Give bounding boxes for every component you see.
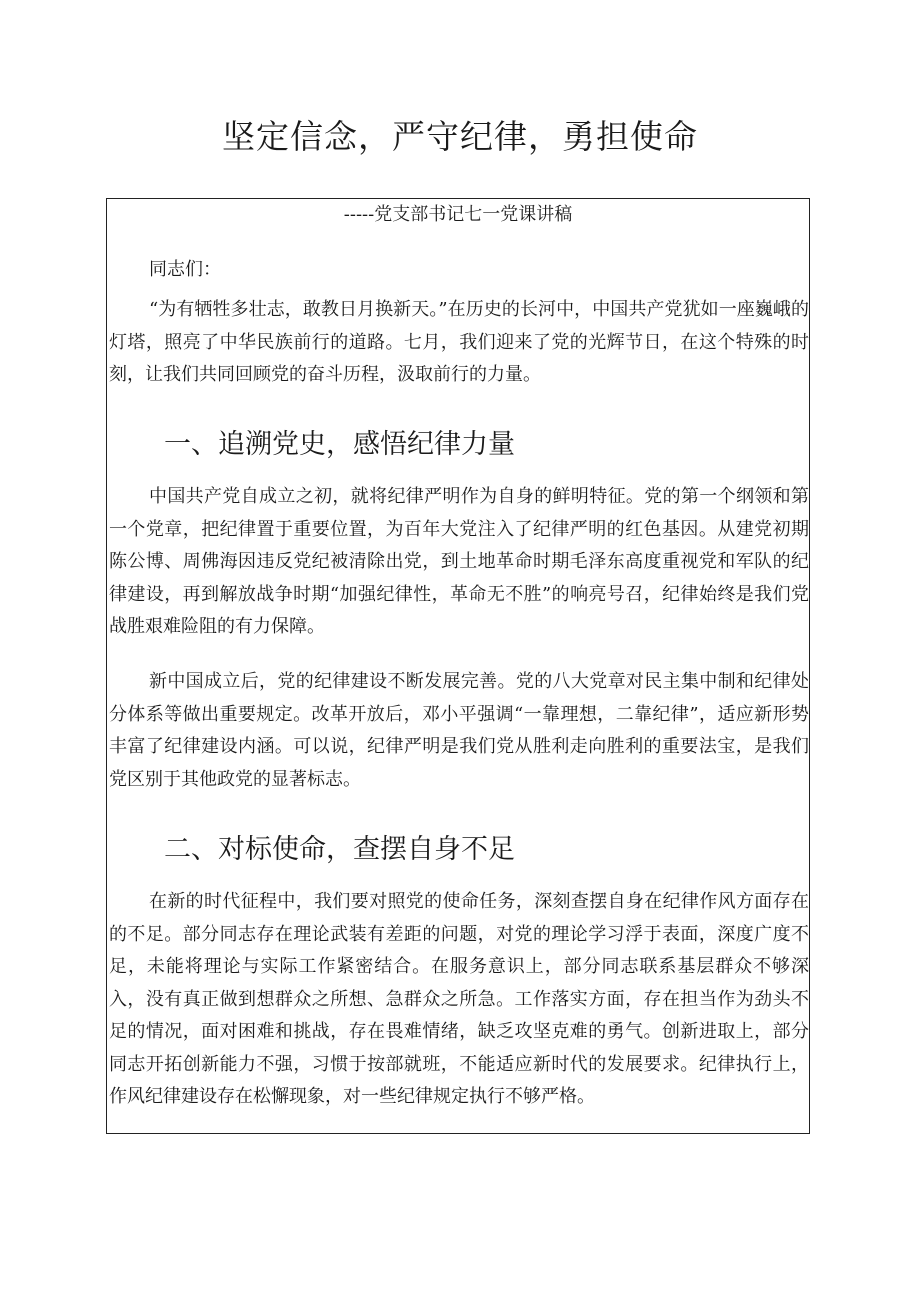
greeting: 同志们： [149, 259, 221, 280]
document-subtitle: -----党支部书记七一党课讲稿 [343, 204, 573, 225]
section-heading-2: 二、对标使命，查摆自身不足 [164, 834, 515, 865]
content-frame [106, 198, 810, 1134]
document-title: 坚定信念，严守纪律，勇担使命 [222, 117, 698, 156]
section-heading-1: 一、追溯党史，感悟纪律力量 [164, 429, 515, 460]
intro-paragraph: “为有牺牲多壮志，敢教日月换新天。”在历史的长河中，中国共产党犹如一座巍峨的灯塔，照亮了中华民族前行的道路。七月，我们迎来了党的光辉节日，在这个特殊的时刻，让我们共同回顾党的奋斗历程，汲取前行的力量。 [109, 299, 809, 385]
section-1-paragraph-1: 中国共产党自成立之初，就将纪律严明作为自身的鲜明特征。党的第一个纲领和第一个党章，把纪律置于重要位置，为百年大党注入了纪律严明的红色基因。从建党初期陈公博、周佛海因违反党纪被清除出党，到土地革命时期毛泽东高度重视党和军队的纪律建设，再到解放战争时期“加强纪律性，革命无不胜”的响亮号召，纪律始终是我们党战胜艰难险阻的有力保障。 [109, 486, 809, 637]
section-1-paragraph-2: 新中国成立后，党的纪律建设不断发展完善。党的八大党章对民主集中制和纪律处分体系等做出重要规定。改革开放后，邓小平强调“一靠理想，二靠纪律”，适应新形势丰富了纪律建设内涵。可以说，纪律严明是我们党从胜利走向胜利的重要法宝，是我们党区别于其他政党的显著标志。 [109, 671, 809, 790]
section-2-paragraph-1: 在新的时代征程中，我们要对照党的使命任务，深刻查摆自身在纪律作风方面存在的不足。部分同志存在理论武装有差距的问题，对党的理论学习浮于表面，深度广度不足，未能将理论与实际工作紧密结合。在服务意识上，部分同志联系基层群众不够深入，没有真正做到想群众之所想、急群众之所急。工作落实方面，存在担当作为劲头不足的情况，面对困难和挑战，存在畏难情绪，缺乏攻坚克难的勇气。创新进取上，部分同志开拓创新能力不强，习惯于按部就班，不能适应新时代的发展要求。纪律执行上，作风纪律建设存在松懈现象，对一些纪律规定执行不够严格。 [109, 891, 809, 1107]
